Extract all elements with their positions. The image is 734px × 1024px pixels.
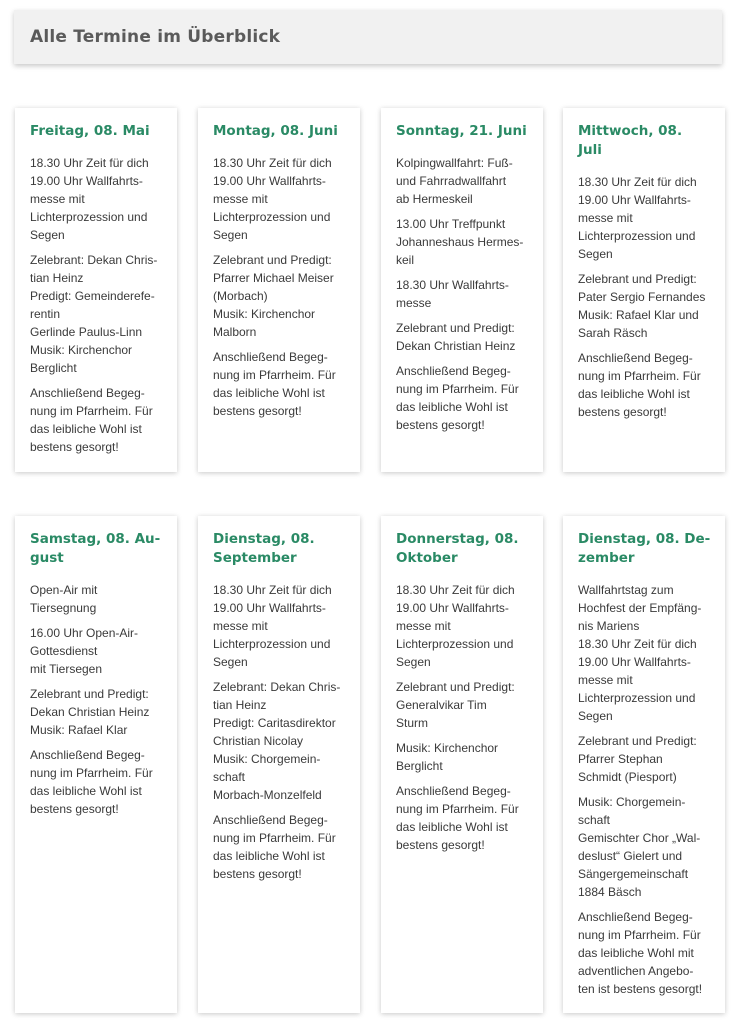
event-detail-text: 18.30 Uhr Wallfahrts- messe (396, 278, 509, 310)
event-detail-text: Anschließend Begeg- nung im Pfarrheim. Für das leibliche Wohl ist bestens gesorgt! (213, 350, 336, 418)
event-card (15, 108, 177, 472)
event-card (15, 516, 177, 1013)
event-date-title: Donnerstag, 08. Oktober (396, 531, 519, 566)
event-detail-text: Kolpingwallfahrt: Fuß- und Fahrradwallfahrt ab Hermeskeil (396, 156, 513, 206)
event-date-title: Montag, 08. Juni (213, 123, 338, 139)
event-date-title: Dienstag, 08. De- zember (578, 531, 711, 566)
event-date-title: Samstag, 08. Au- gust (30, 531, 161, 566)
event-detail-text: Wallfahrtstag zum Hochfest der Empfäng- nis Mariens 18.30 Uhr Zeit für dich 19.00 Uhr Wallfahrts- messe mit Lichterprozession und Segen (578, 583, 702, 723)
event-detail-text: Zelebrant: Dekan Chris- tian Heinz Predigt: Caritasdirektor Christian Nicolay Musik: Chorgemein- schaft Morbach-Monzelfeld (213, 680, 341, 802)
event-detail-text: 18.30 Uhr Zeit für dich 19.00 Uhr Wallfahrts- messe mit Lichterprozession und Segen (213, 156, 332, 242)
event-detail-text: Anschließend Begeg- nung im Pfarrheim. Für das leibliche Wohl ist bestens gesorgt! (213, 813, 336, 881)
event-date-title: Sonntag, 21. Juni (396, 123, 527, 139)
event-card (563, 516, 725, 1013)
event-card (381, 108, 543, 472)
section-header (14, 10, 722, 64)
event-detail-text: Zelebrant und Predigt: Generalvikar Tim Sturm (396, 680, 515, 730)
event-detail-text: Anschließend Begeg- nung im Pfarrheim. Für das leibliche Wohl ist bestens gesorgt! (396, 364, 519, 432)
event-detail-text: Zelebrant und Predigt: Dekan Christian Heinz (396, 321, 516, 353)
event-detail-text: 18.30 Uhr Zeit für dich 19.00 Uhr Wallfahrts- messe mit Lichterprozession und Segen (396, 583, 515, 669)
event-detail-text: 18.30 Uhr Zeit für dich 19.00 Uhr Wallfahrts- messe mit Lichterprozession und Segen (213, 583, 332, 669)
event-detail-text: Zelebrant und Predigt: Dekan Christian Heinz Musik: Rafael Klar (30, 687, 150, 737)
event-detail-text: Open-Air mit Tiersegnung (30, 583, 98, 615)
event-detail-text: Zelebrant und Predigt: Pfarrer Michael Meiser (Morbach) Musik: Kirchenchor Malborn (213, 253, 334, 339)
event-card (563, 108, 725, 472)
event-card (381, 516, 543, 1013)
event-detail-text: Anschließend Begeg- nung im Pfarrheim. Für das leibliche Wohl ist bestens gesorgt! (578, 351, 701, 419)
event-date-title: Freitag, 08. Mai (30, 123, 150, 139)
event-detail-text: 18.30 Uhr Zeit für dich 19.00 Uhr Wallfahrts- messe mit Lichterprozession und Segen (578, 175, 697, 261)
event-detail-text: Anschließend Begeg- nung im Pfarrheim. Für das leibliche Wohl ist bestens gesorgt! (30, 386, 153, 454)
event-detail-text: 16.00 Uhr Open-Air- Gottesdienst mit Tiersegen (30, 626, 139, 676)
event-detail-text: Zelebrant: Dekan Chris- tian Heinz Predigt: Gemeinderefe- rentin Gerlinde Paulus-Linn Musik: Kirchenchor Berglicht (30, 253, 158, 375)
event-detail-text: Anschließend Begeg- nung im Pfarrheim. Für das leibliche Wohl ist bestens gesorgt! (30, 748, 153, 816)
event-detail-text: 18.30 Uhr Zeit für dich 19.00 Uhr Wallfahrts- messe mit Lichterprozession und Segen (30, 156, 149, 242)
event-card (198, 516, 360, 1013)
event-detail-text: 13.00 Uhr Treffpunkt Johanneshaus Hermes- keil (396, 217, 524, 267)
event-detail-text: Musik: Chorgemein- schaft Gemischter Chor „Wal- deslust“ Gielert und Sängergemeinschaft 1884 Bäsch (578, 795, 701, 899)
event-date-title: Dienstag, 08. September (213, 531, 315, 566)
event-detail-text: Anschließend Begeg- nung im Pfarrheim. Für das leibliche Wohl mit adventlichen Angebo- ten ist bestens gesorgt! (578, 910, 703, 996)
event-date-title: Mittwoch, 08. Juli (578, 123, 683, 158)
page-title: Alle Termine im Überblick (30, 27, 281, 47)
event-detail-text: Zelebrant und Predigt: Pfarrer Stephan Schmidt (Piesport) (578, 734, 697, 784)
event-detail-text: Zelebrant und Predigt: Pater Sergio Fernandes Musik: Rafael Klar und Sarah Räsch (578, 272, 706, 340)
event-detail-text: Musik: Kirchenchor Berglicht (396, 741, 499, 773)
event-card (198, 108, 360, 472)
event-detail-text: Anschließend Begeg- nung im Pfarrheim. Für das leibliche Wohl ist bestens gesorgt! (396, 784, 519, 852)
